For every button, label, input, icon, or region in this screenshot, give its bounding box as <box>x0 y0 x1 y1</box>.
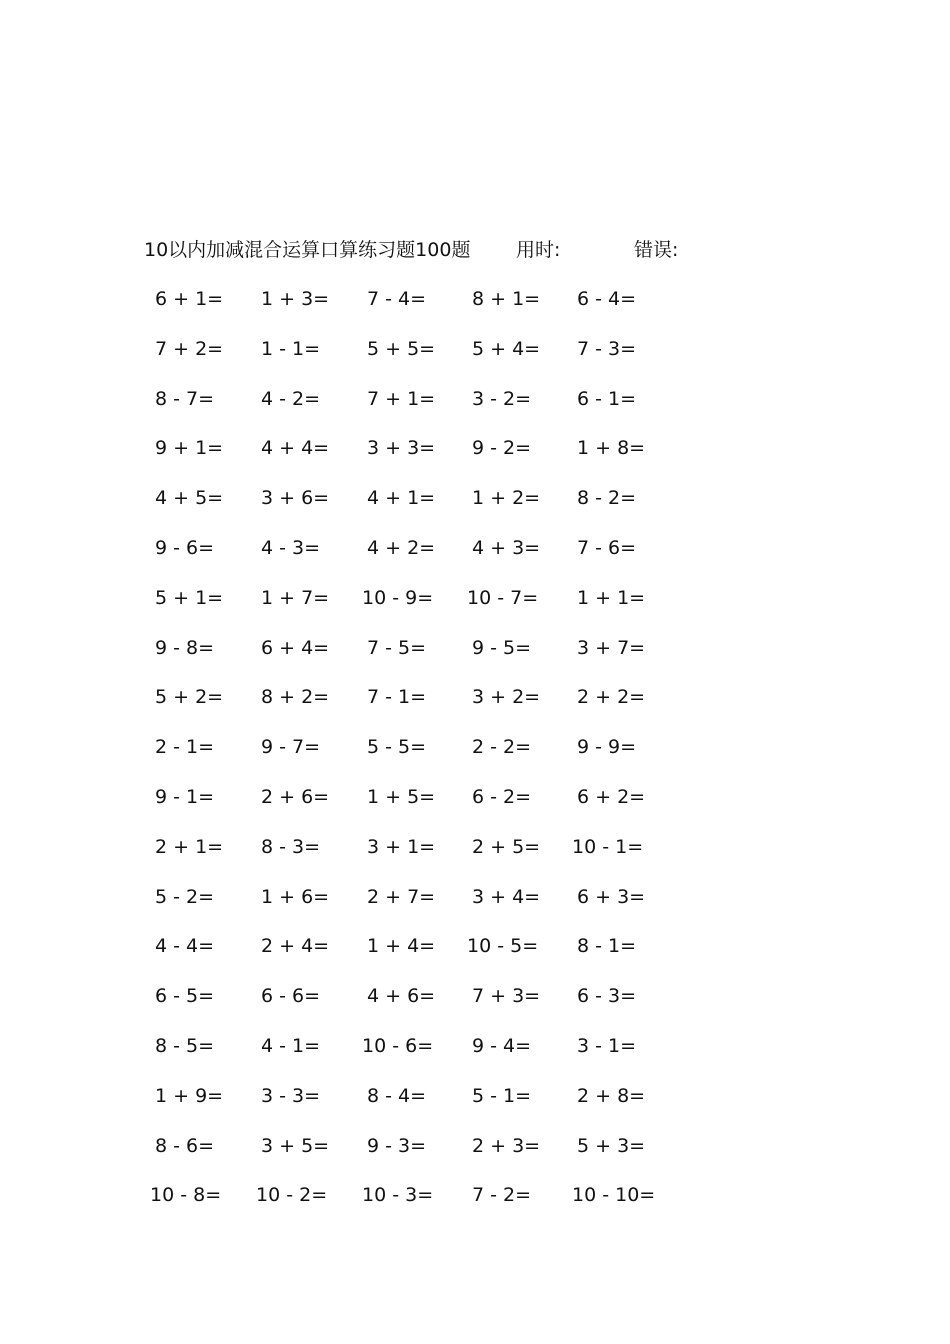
math-problem: 8 + 2= <box>261 686 330 708</box>
math-problem: 4 + 4= <box>261 437 330 459</box>
math-problem: 7 + 3= <box>472 985 541 1007</box>
math-problem: 3 - 1= <box>577 1035 637 1057</box>
math-problem: 4 - 4= <box>155 935 215 957</box>
math-problem: 6 - 3= <box>577 985 637 1007</box>
math-problem: 4 - 3= <box>261 537 321 559</box>
math-problem: 8 - 5= <box>155 1035 215 1057</box>
math-problem: 8 - 2= <box>577 487 637 509</box>
math-problem: 1 + 9= <box>155 1085 224 1107</box>
math-problem: 9 + 1= <box>155 437 224 459</box>
math-problem: 6 - 5= <box>155 985 215 1007</box>
math-problem: 4 + 6= <box>367 985 436 1007</box>
worksheet-title: 10以内加减混合运算口算练习题100题 <box>144 239 471 261</box>
math-problem: 4 - 2= <box>261 388 321 410</box>
math-problem: 2 + 8= <box>577 1085 646 1107</box>
math-problem: 5 + 4= <box>472 338 541 360</box>
math-problem: 9 - 7= <box>261 736 321 758</box>
math-problem: 9 - 3= <box>367 1135 427 1157</box>
math-problem: 8 - 7= <box>155 388 215 410</box>
math-problem: 4 + 2= <box>367 537 436 559</box>
math-problem: 2 + 7= <box>367 886 436 908</box>
math-problem: 9 - 6= <box>155 537 215 559</box>
math-problem: 1 + 5= <box>367 786 436 808</box>
math-problem: 9 - 4= <box>472 1035 532 1057</box>
math-problem: 1 + 3= <box>261 288 330 310</box>
math-problem: 5 - 2= <box>155 886 215 908</box>
math-problem: 7 - 3= <box>577 338 637 360</box>
math-problem: 2 + 5= <box>472 836 541 858</box>
math-problem: 2 - 1= <box>155 736 215 758</box>
math-problem: 10 - 7= <box>467 587 539 609</box>
math-problem: 4 + 1= <box>367 487 436 509</box>
math-problem: 9 - 1= <box>155 786 215 808</box>
math-problem: 2 - 2= <box>472 736 532 758</box>
math-problem: 3 + 2= <box>472 686 541 708</box>
math-problem: 6 - 1= <box>577 388 637 410</box>
math-problem: 3 + 1= <box>367 836 436 858</box>
math-problem: 6 + 2= <box>577 786 646 808</box>
math-problem: 10 - 9= <box>362 587 434 609</box>
math-problem: 2 + 6= <box>261 786 330 808</box>
math-problem: 6 + 3= <box>577 886 646 908</box>
math-problem: 3 - 3= <box>261 1085 321 1107</box>
math-problem: 5 - 5= <box>367 736 427 758</box>
math-problem: 6 - 6= <box>261 985 321 1007</box>
math-problem: 1 + 8= <box>577 437 646 459</box>
math-problem: 2 + 1= <box>155 836 224 858</box>
math-problem: 5 + 1= <box>155 587 224 609</box>
math-problem: 5 + 5= <box>367 338 436 360</box>
math-problem: 9 - 9= <box>577 736 637 758</box>
math-problem: 4 - 1= <box>261 1035 321 1057</box>
math-problem: 2 + 4= <box>261 935 330 957</box>
math-problem: 10 - 1= <box>572 836 644 858</box>
math-problem: 5 - 1= <box>472 1085 532 1107</box>
math-problem: 7 - 1= <box>367 686 427 708</box>
math-problem: 1 + 6= <box>261 886 330 908</box>
math-problem: 10 - 3= <box>362 1184 434 1206</box>
math-problem: 3 + 5= <box>261 1135 330 1157</box>
math-problem: 6 - 2= <box>472 786 532 808</box>
math-problem: 10 - 6= <box>362 1035 434 1057</box>
math-problem: 4 + 5= <box>155 487 224 509</box>
math-problem: 6 + 1= <box>155 288 224 310</box>
math-problem: 8 + 1= <box>472 288 541 310</box>
math-problem: 8 - 4= <box>367 1085 427 1107</box>
math-problem: 2 + 3= <box>472 1135 541 1157</box>
worksheet-header <box>144 234 744 266</box>
error-label: 错误: <box>634 239 679 261</box>
math-problem: 10 - 2= <box>256 1184 328 1206</box>
math-problem: 10 - 10= <box>572 1184 656 1206</box>
math-problem: 1 + 1= <box>577 587 646 609</box>
math-problem: 3 + 6= <box>261 487 330 509</box>
math-problem: 10 - 5= <box>467 935 539 957</box>
math-problem: 7 - 6= <box>577 537 637 559</box>
math-problem: 7 - 4= <box>367 288 427 310</box>
math-problem: 8 - 1= <box>577 935 637 957</box>
math-problem: 8 - 3= <box>261 836 321 858</box>
math-problem: 7 - 5= <box>367 637 427 659</box>
math-problem: 2 + 2= <box>577 686 646 708</box>
math-problem: 9 - 5= <box>472 637 532 659</box>
math-problem: 4 + 3= <box>472 537 541 559</box>
math-problem: 7 - 2= <box>472 1184 532 1206</box>
math-problem: 3 - 2= <box>472 388 532 410</box>
math-problem: 1 + 7= <box>261 587 330 609</box>
math-problem: 5 + 2= <box>155 686 224 708</box>
math-problem: 7 + 1= <box>367 388 436 410</box>
math-problem: 10 - 8= <box>150 1184 222 1206</box>
math-problem: 3 + 3= <box>367 437 436 459</box>
math-problem: 1 + 2= <box>472 487 541 509</box>
math-problem: 9 - 2= <box>472 437 532 459</box>
math-problem: 9 - 8= <box>155 637 215 659</box>
math-problem: 8 - 6= <box>155 1135 215 1157</box>
math-problem: 1 - 1= <box>261 338 321 360</box>
math-problem: 1 + 4= <box>367 935 436 957</box>
math-problem: 6 + 4= <box>261 637 330 659</box>
math-problem: 3 + 4= <box>472 886 541 908</box>
math-problem: 3 + 7= <box>577 637 646 659</box>
math-problem: 7 + 2= <box>155 338 224 360</box>
math-problem: 6 - 4= <box>577 288 637 310</box>
time-label: 用时: <box>516 239 561 261</box>
math-problem: 5 + 3= <box>577 1135 646 1157</box>
